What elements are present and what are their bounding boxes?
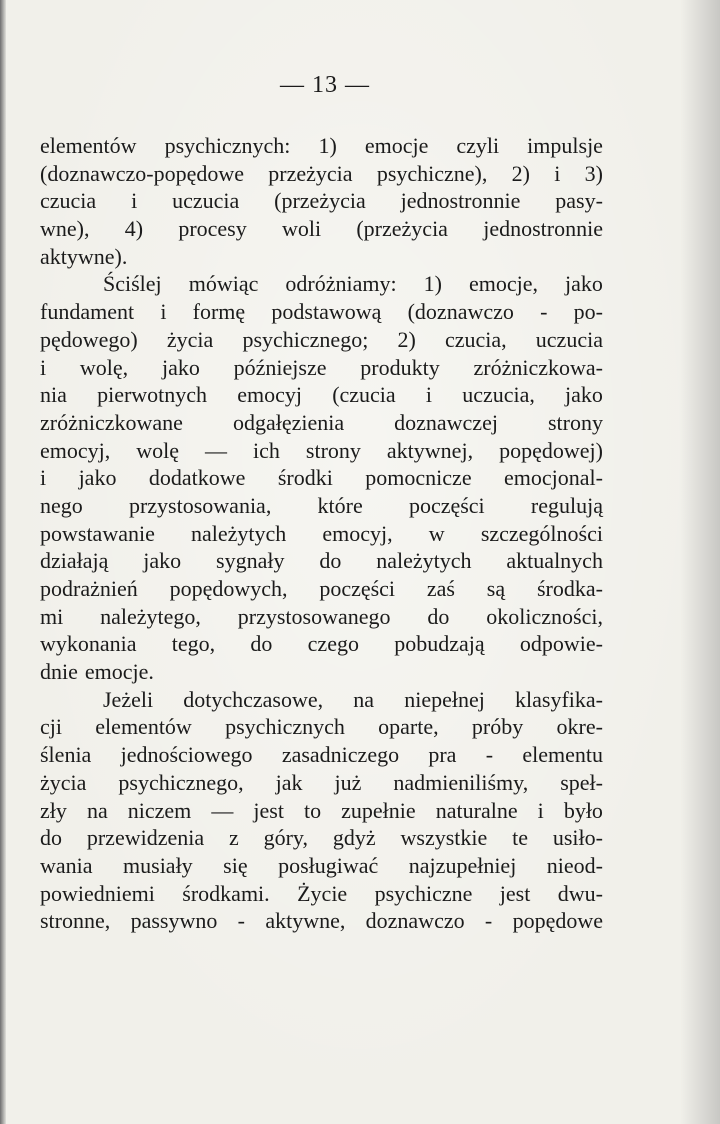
text-line: stronne, passywno - aktywne, doznawczo - popędowe [40,908,603,934]
text-line: elementów psychicznych: 1) emocje czyli impulsje [40,133,603,158]
text-line: do przewidzenia z góry, gdyż wszystkie te usiło- [40,825,603,851]
page-number: — 13 — [280,72,370,98]
text-line: aktywne). [40,243,128,269]
text-line: cji elementów psychicznych oparte, próby okre- [40,714,603,740]
text-line: nia pierwotnych emocyj (czucia i uczucia, jako [40,382,603,408]
text-line: nego przystosowania, które poczęści regulują [40,492,603,518]
body-text [40,132,603,935]
page-edge-shadow-left [0,0,6,1124]
text-line: wne), 4) procesy woli (przeżycia jednostronnie [40,216,603,242]
text-line: pędowego) życia psychicznego; 2) czucia, uczucia [40,326,603,352]
text-line: Ściślej mówiąc odróżniamy: 1) emocje, jako [103,271,603,297]
text-line: powiedniemi środkami. Życie psychiczne jest dwu- [40,880,603,906]
text-line: wania musiały się posługiwać najzupełniej nieod- [40,852,603,878]
text-line: ślenia jednościowego zasadniczego pra - elementu [40,742,603,768]
text-line: podrażnień popędowych, poczęści zaś są środka- [40,576,603,601]
text-line: dnie emocje. [40,659,154,685]
text-line: czucia i uczucia (przeżycia jednostronnie pasy- [40,188,603,214]
text-line: życia psychicznego, jak już nadmieniliśmy, speł- [40,769,603,795]
text-line: powstawanie należytych emocyj, w szczególności [40,520,603,546]
text-line: i jako dodatkowe środki pomocnicze emocjonal- [40,465,603,491]
text-line: i wolę, jako późniejsze produkty zróżniczkowa- [40,354,603,380]
text-line: zły na niczem — jest to zupełnie naturalne i było [40,797,603,823]
text-line: wykonania tego, do czego pobudzają odpowie- [40,631,603,657]
text-line: mi należytego, przystosowanego do okoliczności, [40,603,603,629]
text-line: Jeżeli dotychczasowe, na niepełnej klasyfika- [103,686,603,712]
text-line: fundament i formę podstawową (doznawczo - po- [40,299,603,325]
page-edge-shadow-right [680,0,720,1124]
text-line: zróżniczkowane odgałęzienia doznawczej strony [40,409,603,435]
text-line: (doznawczo-popędowe przeżycia psychiczne), 2) i 3) [40,160,603,186]
text-line: emocyj, wolę — ich strony aktywnej, popędowej) [40,437,603,463]
text-line: działają jako sygnały do należytych aktualnych [40,548,603,574]
